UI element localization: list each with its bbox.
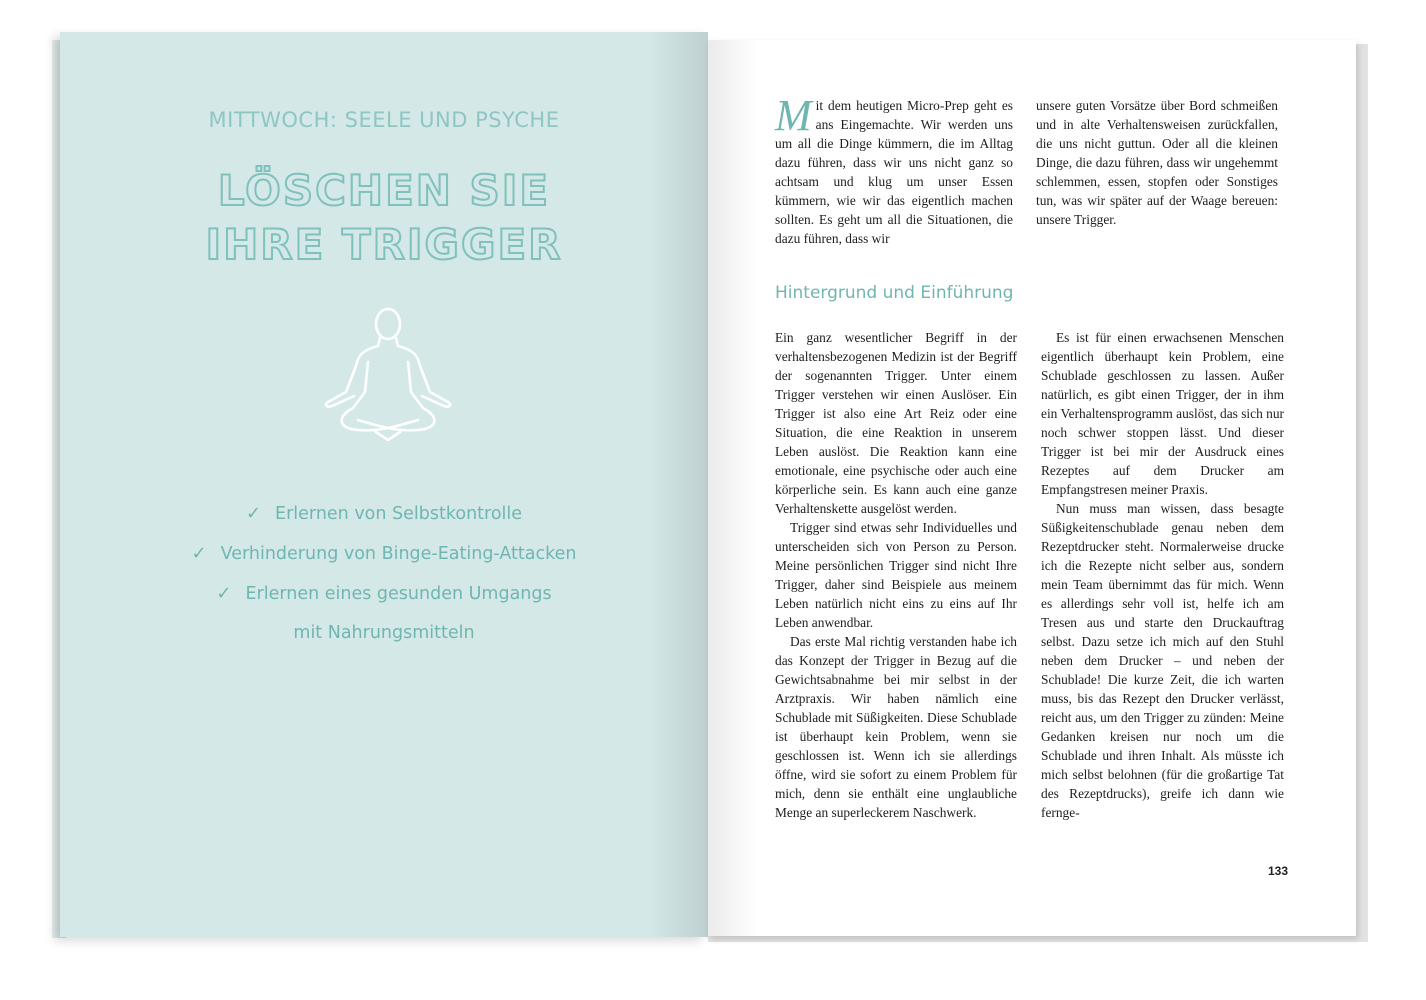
benefits-list: [60, 494, 708, 653]
chapter-title: [60, 164, 708, 272]
right-gutter-shadow: [708, 40, 758, 936]
body-paragraph: Nun muss man wissen, dass besagte Süßigkeitenschublade genau neben dem Rezeptdrucker steht. Normalerweise drucke ich die Rezepte nicht selber aus, sondern mein Team übernimmt das für mich. Wenn es allerdings sehr voll ist, helfe ich am Tresen aus und starte den Druckauftrag selbst. Dazu setze ich mich auf den Stuhl neben dem Drucker – und neben der Schublade! Die kurze Zeit, die ich warten muss, bis das Rezept den Drucker verlässt, reicht aus, um den Trigger zu zünden: Meine Gedanken kreisen nur noch um die Schublade und ihren Inhalt. Als müsste ich mich selbst belohnen (für die großartige Tat des Rezeptdrucks), greife ich dann wie fernge-: [1041, 501, 1284, 820]
drop-cap: M: [775, 91, 812, 140]
page-number: 133: [1268, 864, 1289, 878]
intro-paragraph-1: [775, 91, 1013, 248]
intro-paragraph-2: unsere guten Vorsätze über Bord schmeißen und in alte Verhaltensweisen zurückfallen, die uns nicht guttun. Oder all die kleinen Dinge, die dazu führen, dass wir ungehemmt schlemmen, essen, stopfen oder Sonstiges tun, was wir später auf der Waage bereuen: unsere Trigger.: [1036, 98, 1278, 227]
body-paragraph: Es ist für einen erwachsenen Menschen eigentlich überhaupt kein Problem, eine Schublade geschlossen zu lassen. Außer natürlich, es gibt einen Trigger, der in ihm ein Verhaltensprogramm auslöst, das sich nur noch schwer stoppen lässt. Und dieser Trigger ist bei mir der Ausdruck eines Rezeptes auf dem Drucker am Empfangstresen meiner Praxis.: [1041, 330, 1284, 497]
benefit-item: [60, 494, 708, 534]
benefit-item: [60, 534, 708, 574]
benefit-item: [60, 574, 708, 614]
checkmark-icon: ✓: [191, 543, 207, 564]
chapter-title-line1: LÖSCHEN SIE: [217, 166, 551, 215]
body-column-1: [775, 328, 1017, 822]
body-paragraph: Trigger sind etwas sehr Individuelles und unterscheiden sich von Person zu Person. Meine persönlichen Trigger sind nicht Ihre Trigger, daher sind Beispiele aus meinem Leben natürlich nicht eins zu eins auf Ihr Leben anwendbar.: [775, 520, 1017, 630]
intro-column-2: [1036, 96, 1278, 229]
benefit-text: Erlernen von Selbstkontrolle: [275, 504, 523, 524]
benefit-text: Verhinderung von Binge-Eating-Attacken: [220, 544, 577, 564]
body-paragraph: Das erste Mal richtig verstanden habe ich das Konzept der Trigger in Bezug auf die Gewichtsabnahme bei mir selbst in der Arztpraxis. Wir haben nämlich eine Schublade mit Süßigkeiten. Diese Schublade ist überhaupt kein Problem, wenn sie geschlossen ist. Wenn ich sie allerdings öffne, wird sie sofort zu einem Problem für mich, denn sie enthält eine unglaubliche Menge an superleckerem Naschwerk.: [775, 634, 1017, 820]
intro-text-1: it dem heutigen Micro-Prep geht es ans Eingemachte. Wir werden uns um all die Dinge kümmern, die im Alltag dazu führen, dass wir uns nicht ganz so achtsam und klug um unser Essen kümmern, wie wir das eigentlich machen sollten. Es geht um all die Situationen, die dazu führen, dass wir: [775, 98, 1013, 246]
checkmark-icon: ✓: [245, 503, 262, 524]
intro-column-1: [775, 91, 1013, 248]
body-paragraph: Ein ganz wesentlicher Begriff in der verhaltensbezogenen Medizin ist der Begriff der sogenannten Trigger. Unter einem Trigger verstehen wir einen Auslöser. Ein Trigger ist also eine Art Reiz oder eine Situation, die eine Reaktion in unserem Leben auslöst. Die Reaktion kann eine emotionale, eine psychische oder auch eine körperliche sein. Es kann auch eine ganze Verhaltenskette ausgelöst werden.: [775, 330, 1017, 516]
benefit-text: Erlernen eines gesunden Umgangs: [245, 584, 552, 604]
right-page: [708, 40, 1356, 936]
chapter-kicker: MITTWOCH: SEELE UND PSYCHE: [208, 108, 560, 132]
benefit-item-continuation: [60, 614, 708, 653]
meditation-figure-icon: [318, 304, 458, 446]
benefit-text: mit Nahrungsmitteln: [293, 623, 475, 643]
section-heading: Hintergrund und Einführung: [775, 283, 1014, 303]
body-column-2: [1041, 328, 1284, 822]
checkmark-icon: ✓: [216, 583, 232, 604]
left-page: [60, 32, 708, 937]
chapter-title-line2: IHRE TRIGGER: [205, 220, 563, 269]
